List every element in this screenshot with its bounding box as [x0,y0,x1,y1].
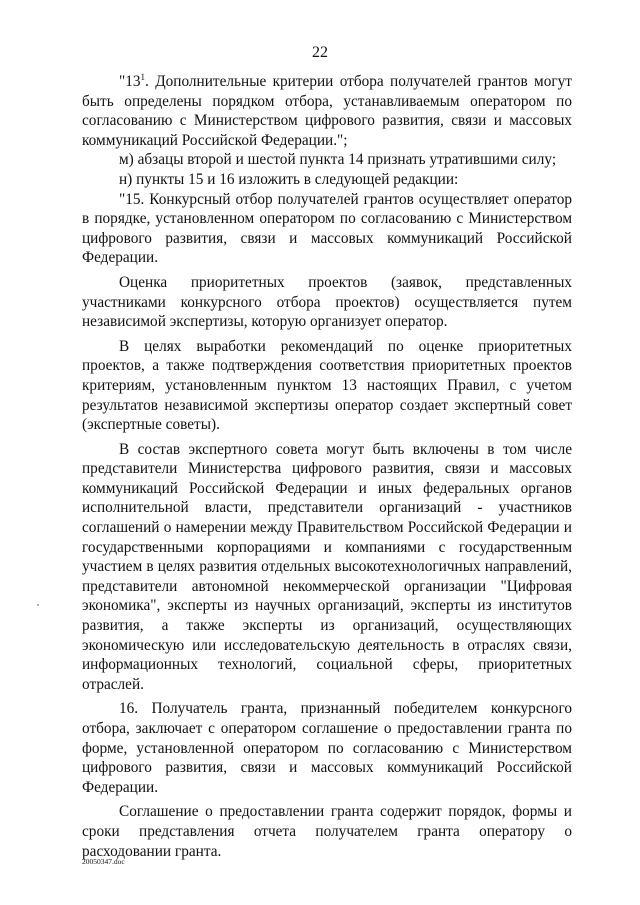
paragraph-15: "15. Конкурсный отбор получателей грантов осуществляет оператор в порядке, установленном оператором по согласованию с Министерством цифрового развития, связи и массовых коммуникаций Российской Федерации. [82,190,572,267]
paragraph-13-1-text: . Дополнительные критерии отбора получателей грантов могут быть определены порядком отбора, устанавливаемым оператором по согласованию с Министерством цифрового развития, связи и массовых коммуникаций Российской Федерации."; [82,73,572,149]
paragraph-evaluation: Оценка приоритетных проектов (заявок, представленных участниками конкурсного отбора проектов) осуществляется путем независимой экспертизы, которую организует оператор. [82,273,572,331]
scan-speck [37,604,39,606]
superscript-1: 1 [140,72,146,82]
paragraph-n: н) пункты 15 и 16 изложить в следующей редакции: [119,170,459,188]
paragraph-13-1-prefix: "13 [119,73,141,90]
document-body [82,72,572,861]
paragraph-13-1 [82,72,572,150]
paragraph-m: м) абзацы второй и шестой пункта 14 признать утратившими силу; [119,151,557,169]
paragraph-16: 16. Получатель гранта, признанный победителем конкурсного отбора, заключает с оператором соглашение о предоставлении гранта по форме, установленной оператором по согласованию с Министерством цифрового развития, связи и массовых коммуникаций Российской Федерации. [82,700,572,796]
paragraph-expert-council: В целях выработки рекомендаций по оценке приоритетных проектов, а также подтверждения соответствия приоритетных проектов критериям, установленным пунктом 13 настоящих Правил, с учетом результатов независимой экспертизы оператор создает экспертный совет (экспертные советы). [82,337,572,434]
page-number: 22 [312,44,328,61]
footer-filename: 20050347.doc [82,857,125,866]
paragraph-council-composition: В состав экспертного совета могут быть включены в том числе представители Министерства цифрового развития, связи и массовых коммуникаций Российской Федерации и иных федеральных органов исполнительной власти, представители организаций - участников соглашений о намерении между Правительством Российской Федерации и государственными корпорациями и компаниями с государственным участием в целях развития отдельных высокотехнологичных направлений, представители автономной некоммерческой организации "Цифровая экономика", эксперты из научных организаций, эксперты из институтов развития, а также эксперты из организаций, осуществляющих экономическую или исследовательскую деятельность в отраслях связи, информационных технологий, социальной сферы, приоритетных отраслей. [82,440,572,693]
paragraph-agreement: Соглашение о предоставлении гранта содержит порядок, формы и сроки представления отчета получателем гранта оператору о расходовании гранта. [82,803,572,860]
